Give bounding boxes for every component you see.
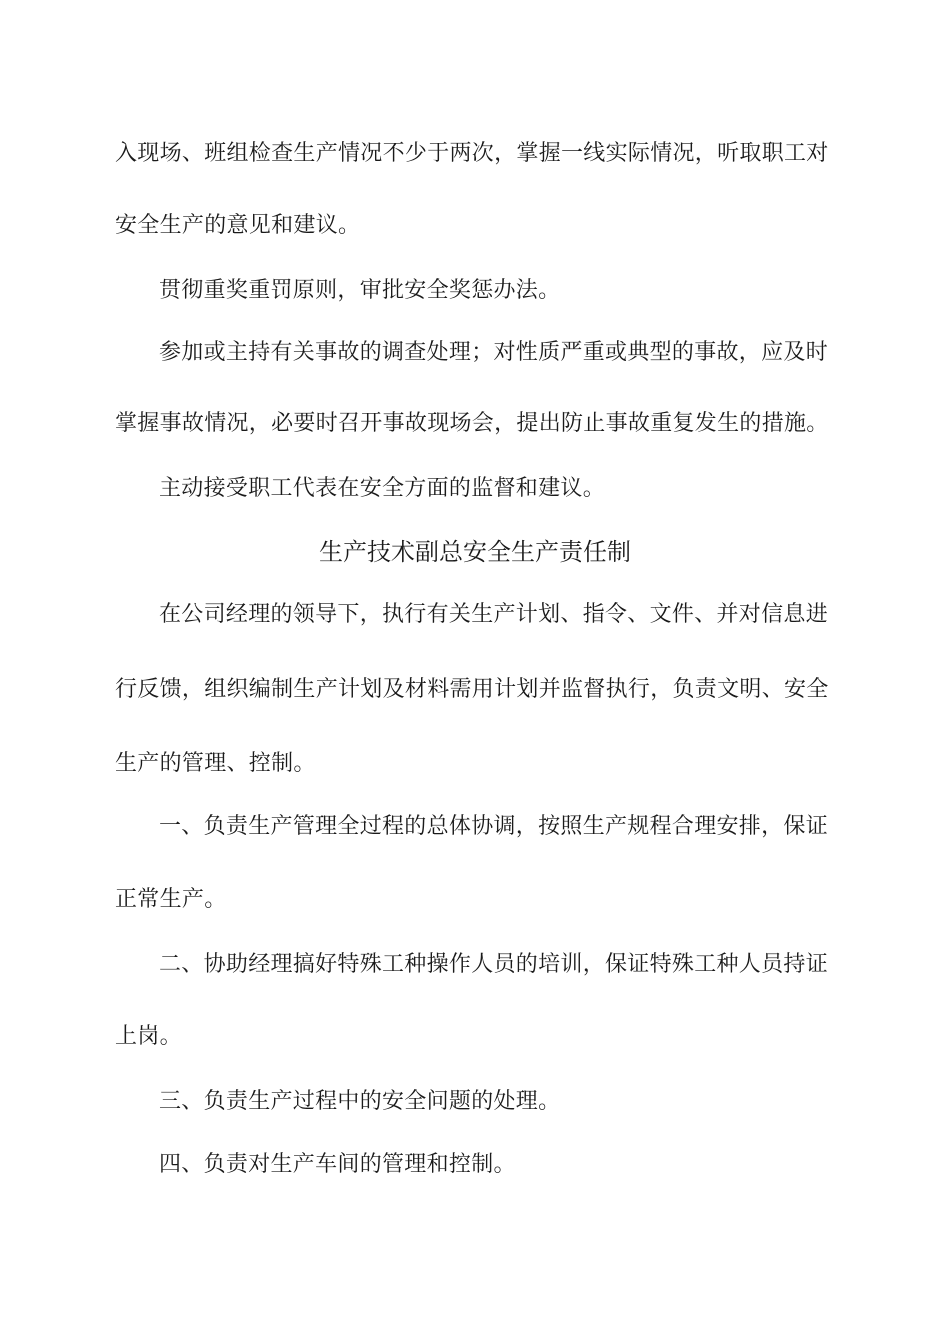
paragraph-line: 二、协助经理搞好特殊工种操作人员的培训，保证特殊工种人员持证 xyxy=(159,952,829,977)
section-title: 生产技术副总安全生产责任制 xyxy=(319,538,631,566)
paragraph-line: 四、负责对生产车间的管理和控制。 xyxy=(159,1152,516,1177)
paragraph-line: 在公司经理的领导下，执行有关生产计划、指令、文件、并对信息进 xyxy=(159,602,829,627)
paragraph-line: 生产的管理、控制。 xyxy=(115,751,316,776)
paragraph-line: 上岗。 xyxy=(115,1024,182,1049)
paragraph-line: 安全生产的意见和建议。 xyxy=(115,213,361,238)
paragraph-line: 掌握事故情况，必要时召开事故现场会，提出防止事故重复发生的措施。 xyxy=(115,411,829,436)
paragraph-line: 参加或主持有关事故的调查处理；对性质严重或典型的事故，应及时 xyxy=(159,340,829,365)
paragraph-line: 入现场、班组检查生产情况不少于两次，掌握一线实际情况，听取职工对 xyxy=(115,141,829,166)
paragraph-line: 一、负责生产管理全过程的总体协调，按照生产规程合理安排，保证 xyxy=(159,814,829,839)
paragraph-line: 行反馈，组织编制生产计划及材料需用计划并监督执行，负责文明、安全 xyxy=(115,677,829,702)
paragraph-line: 三、负责生产过程中的安全问题的处理。 xyxy=(159,1089,561,1114)
paragraph-line: 主动接受职工代表在安全方面的监督和建议。 xyxy=(159,476,606,501)
paragraph-line: 贯彻重奖重罚原则，审批安全奖惩办法。 xyxy=(159,278,561,303)
paragraph-line: 正常生产。 xyxy=(115,887,227,912)
